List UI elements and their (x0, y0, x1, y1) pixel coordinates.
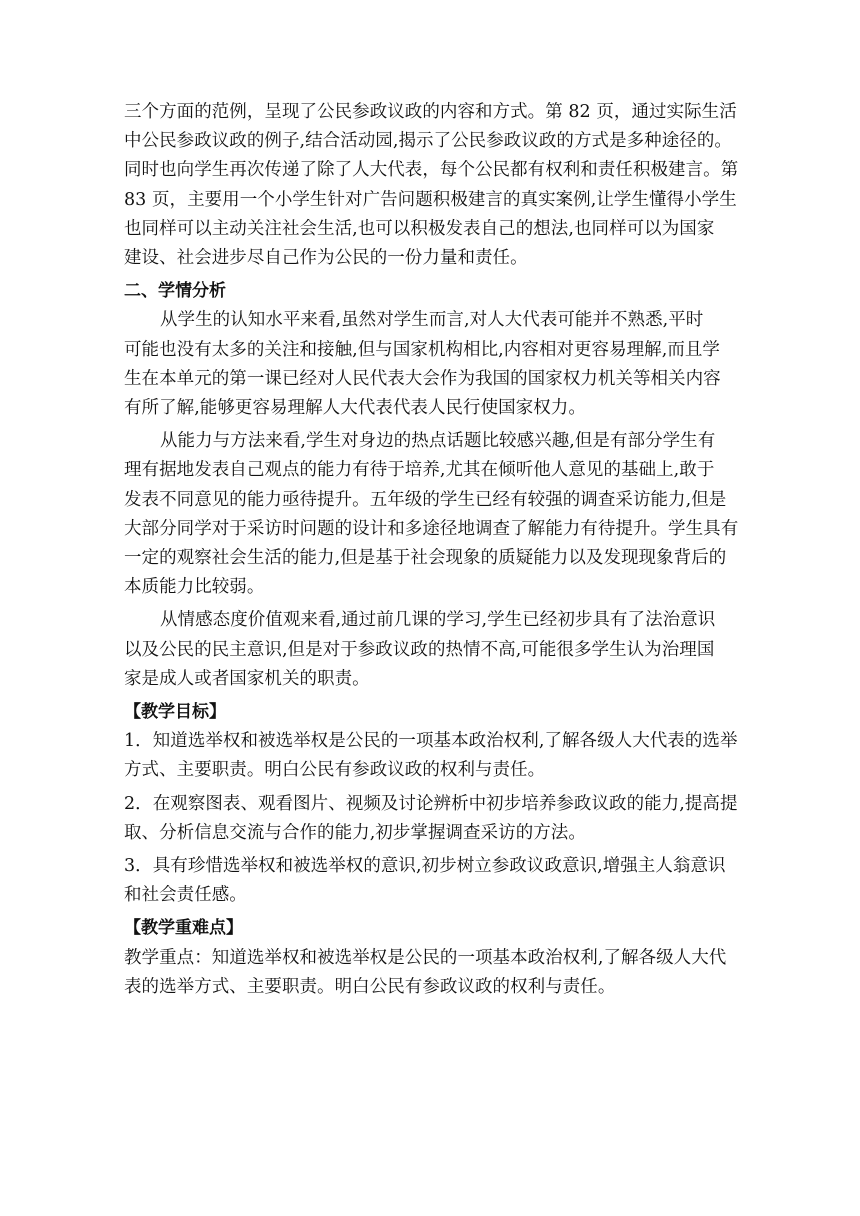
goal-item-1 (124, 727, 738, 785)
keypoint-item-1 (124, 944, 738, 1002)
text-line: 以及公民的民主意识,但是对于参政议政的热情不高,可能很多学生认为治理国 (124, 639, 715, 660)
text-line: 发表不同意见的能力亟待提升。五年级的学生已经有较强的调查采访能力,但是 (124, 489, 727, 510)
section-heading-student-analysis: 二、学情分析 (124, 281, 226, 302)
text-line: 教学重点：知道选举权和被选举权是公民的一项基本政治权利,了解各级人大代 (124, 947, 727, 968)
text-line: 83 页，主要用一个小学生针对广告问题积极建言的真实案例,让学生懂得小学生 (124, 189, 737, 210)
text-line: 方式、主要职责。明白公民有参政议政的权利与责任。 (124, 760, 546, 781)
text-line: 家是成人或者国家机关的职责。 (124, 668, 370, 689)
text-line: 从能力与方法来看,学生对身边的热点话题比较感兴趣,但是有部分学生有 (160, 431, 716, 452)
text-line: 2．在观察图表、观看图片、视频及讨论辨析中初步培养参政议政的能力,提高提 (124, 793, 738, 814)
paragraph-ability-method (124, 427, 738, 602)
text-line: 本质能力比较弱。 (124, 577, 265, 598)
text-line: 和社会责任感。 (124, 885, 247, 906)
text-line: 三个方面的范例，呈现了公民参政议政的内容和方式。第 82 页，通过实际生活 (124, 102, 737, 122)
document-page (124, 98, 738, 1002)
goal-item-3 (124, 852, 738, 910)
text-line: 从学生的认知水平来看,虽然对学生而言,对人大代表可能并不熟悉,平时 (160, 310, 704, 331)
paragraph-cognitive-level (124, 306, 738, 423)
text-line: 1．知道选举权和被选举权是公民的一项基本政治权利,了解各级人大代表的选举 (124, 731, 738, 752)
text-line: 有所了解,能够更容易理解人大代表代表人民行使国家权力。 (124, 398, 586, 419)
text-line: 表的选举方式、主要职责。明白公民有参政议政的权利与责任。 (124, 976, 616, 997)
text-line: 大部分同学对于采访时问题的设计和多途径地调查了解能力有待提升。学生具有 (124, 518, 739, 539)
text-line: 从情感态度价值观来看,通过前几课的学习,学生已经初步具有了法治意识 (160, 610, 716, 631)
text-line: 也同样可以主动关注社会生活,也可以积极发表自己的想法,也同样可以为国家 (124, 218, 715, 239)
text-line: 取、分析信息交流与合作的能力,初步掌握调查采访的方法。 (124, 822, 586, 843)
text-line: 可能也没有太多的关注和接触,但与国家机构相比,内容相对更容易理解,而且学 (124, 339, 720, 360)
intro-paragraph (124, 98, 738, 273)
goal-item-2 (124, 790, 738, 848)
text-line: 3．具有珍惜选举权和被选举权的意识,初步树立参政议政意识,增强主人翁意识 (124, 856, 726, 877)
section-heading-teaching-goals: 【教学目标】 (124, 702, 226, 723)
text-line: 理有据地发表自己观点的能力有待于培养,尤其在倾听他人意见的基础上,敢于 (124, 460, 715, 481)
text-line: 同时也向学生再次传递了除了人大代表，每个公民都有权利和责任积极建言。第 (124, 160, 739, 181)
text-line: 建设、社会进步尽自己作为公民的一份力量和责任。 (124, 248, 528, 269)
section-heading-key-difficult-points: 【教学重难点】 (124, 918, 243, 939)
text-line: 中公民参政议政的例子,结合活动园,揭示了公民参政议政的方式是多种途径的。 (124, 131, 732, 152)
text-line: 生在本单元的第一课已经对人民代表大会作为我国的国家权力机关等相关内容 (124, 368, 721, 389)
text-line: 一定的观察社会生活的能力,但是基于社会现象的质疑能力以及发现现象背后的 (124, 548, 727, 569)
paragraph-emotion-attitude (124, 606, 738, 694)
